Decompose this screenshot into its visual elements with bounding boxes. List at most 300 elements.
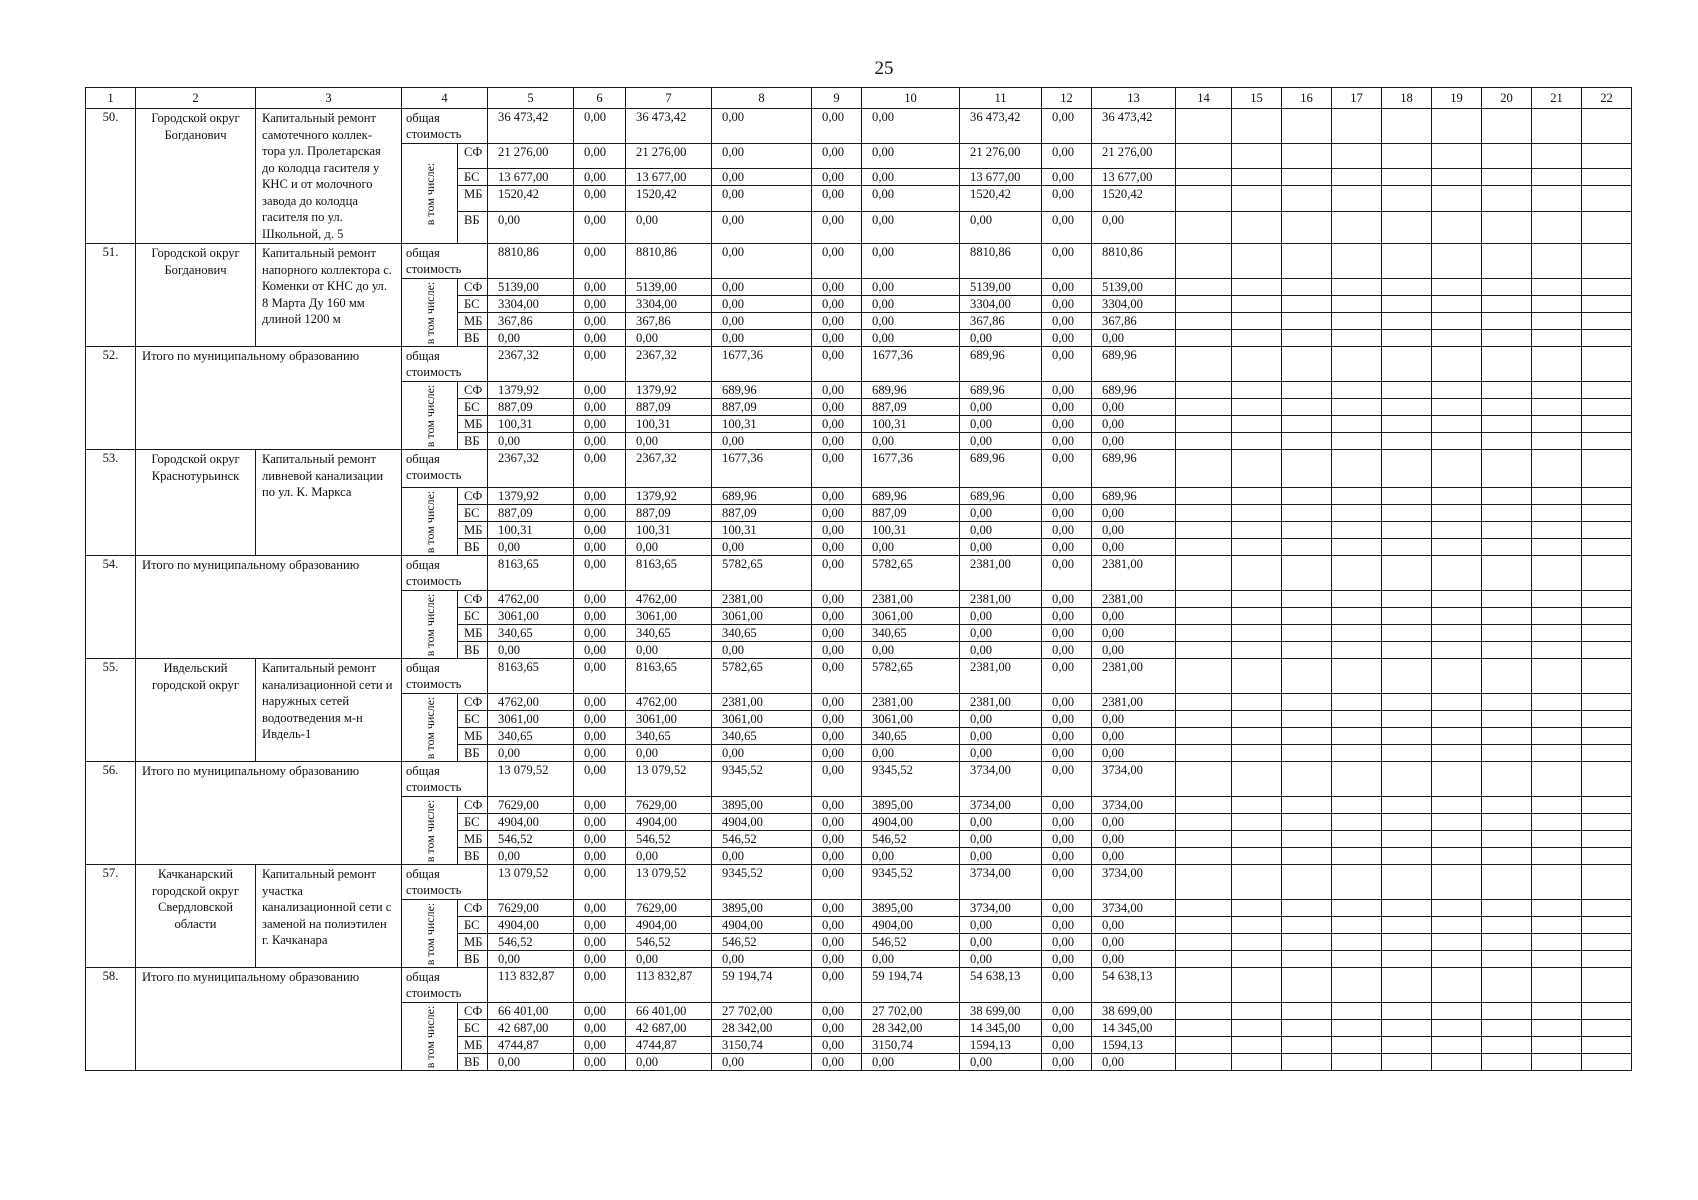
empty-cell <box>1176 313 1232 330</box>
empty-cell <box>1332 865 1382 900</box>
value-cell: 0,00 <box>960 711 1042 728</box>
table-row <box>86 347 1685 382</box>
empty-cell <box>1332 539 1382 556</box>
value-cell: 0,00 <box>862 433 960 450</box>
empty-cell <box>1532 505 1582 522</box>
column-header: 4 <box>402 88 488 109</box>
value-cell: 0,00 <box>574 212 626 244</box>
empty-cell <box>1582 659 1632 694</box>
empty-cell <box>1532 711 1582 728</box>
value-cell: 0,00 <box>812 1054 862 1071</box>
value-cell: 0,00 <box>574 968 626 1003</box>
empty-cell <box>1282 608 1332 625</box>
empty-cell <box>1532 330 1582 347</box>
value-cell: 0,00 <box>812 1020 862 1037</box>
value-cell: 2381,00 <box>712 694 812 711</box>
empty-cell <box>1582 762 1632 797</box>
value-cell: 0,00 <box>1092 917 1176 934</box>
value-cell: 3150,74 <box>862 1037 960 1054</box>
including-label-text: в том числе: <box>422 281 437 344</box>
value-cell: 0,00 <box>1042 144 1092 169</box>
value-cell: 0,00 <box>960 745 1042 762</box>
empty-cell <box>1232 934 1282 951</box>
value-cell: 0,00 <box>1092 608 1176 625</box>
empty-cell <box>1482 522 1532 539</box>
value-cell: 887,09 <box>862 505 960 522</box>
value-cell: 0,00 <box>1042 1003 1092 1020</box>
funding-source-label: ВБ <box>458 212 488 244</box>
empty-cell <box>1176 279 1232 296</box>
value-cell: 0,00 <box>812 625 862 642</box>
empty-cell <box>1432 642 1482 659</box>
value-cell: 0,00 <box>960 831 1042 848</box>
value-cell: 2367,32 <box>626 347 712 382</box>
empty-cell <box>1176 186 1232 212</box>
value-cell: 0,00 <box>1042 556 1092 591</box>
page-number: 25 <box>874 58 894 79</box>
value-cell: 0,00 <box>960 625 1042 642</box>
column-header: 6 <box>574 88 626 109</box>
value-cell: 0,00 <box>574 505 626 522</box>
value-cell: 0,00 <box>960 1054 1042 1071</box>
empty-cell <box>1282 144 1332 169</box>
value-cell: 0,00 <box>1042 186 1092 212</box>
value-cell: 0,00 <box>812 900 862 917</box>
empty-cell <box>1282 797 1332 814</box>
empty-cell <box>1176 968 1232 1003</box>
empty-cell <box>1382 642 1432 659</box>
table-row <box>86 556 1685 591</box>
empty-cell <box>1432 399 1482 416</box>
value-cell: 0,00 <box>862 848 960 865</box>
value-cell: 0,00 <box>1042 522 1092 539</box>
empty-cell <box>1282 848 1332 865</box>
empty-cell <box>1232 1020 1282 1037</box>
value-cell: 0,00 <box>1042 212 1092 244</box>
including-label-text: в том числе: <box>422 593 437 656</box>
table-row <box>86 244 1685 279</box>
value-cell: 2381,00 <box>862 591 960 608</box>
value-cell: 887,09 <box>712 505 812 522</box>
empty-cell <box>1482 416 1532 433</box>
row-number: 51. <box>86 244 136 347</box>
value-cell: 0,00 <box>812 212 862 244</box>
funding-source-label: ВБ <box>458 642 488 659</box>
value-cell: 0,00 <box>1092 814 1176 831</box>
value-cell: 0,00 <box>1092 831 1176 848</box>
empty-cell <box>1482 296 1532 313</box>
value-cell: 0,00 <box>960 642 1042 659</box>
value-cell: 0,00 <box>574 711 626 728</box>
value-cell: 100,31 <box>862 416 960 433</box>
empty-cell <box>1532 917 1582 934</box>
empty-cell <box>1282 313 1332 330</box>
row-number: 54. <box>86 556 136 659</box>
value-cell: 0,00 <box>574 848 626 865</box>
empty-cell <box>1176 539 1232 556</box>
empty-cell <box>1382 831 1432 848</box>
empty-cell <box>1532 591 1582 608</box>
value-cell: 0,00 <box>712 848 812 865</box>
empty-cell <box>1582 144 1632 169</box>
value-cell: 546,52 <box>712 934 812 951</box>
value-cell: 0,00 <box>812 539 862 556</box>
empty-cell <box>1432 539 1482 556</box>
municipality-name: Городской округ Богданович <box>136 244 256 347</box>
value-cell: 0,00 <box>574 659 626 694</box>
empty-cell <box>1532 382 1582 399</box>
empty-cell <box>1582 522 1632 539</box>
value-cell: 0,00 <box>862 279 960 296</box>
value-cell: 5139,00 <box>626 279 712 296</box>
municipality-name: Качканарский городской округ Свердловской области <box>136 865 256 968</box>
value-cell: 1677,36 <box>712 347 812 382</box>
empty-cell <box>1332 968 1382 1003</box>
value-cell: 7629,00 <box>488 900 574 917</box>
value-cell: 0,00 <box>712 279 812 296</box>
empty-cell <box>1432 762 1482 797</box>
value-cell: 21 276,00 <box>488 144 574 169</box>
value-cell: 2381,00 <box>960 659 1042 694</box>
value-cell: 100,31 <box>712 416 812 433</box>
empty-cell <box>1232 642 1282 659</box>
project-description: Капитальный ремонт ливневой канализации по ул. К. Маркса <box>256 450 402 556</box>
value-cell: 0,00 <box>626 642 712 659</box>
empty-cell <box>1282 539 1332 556</box>
empty-cell <box>1582 1037 1632 1054</box>
funding-source-label: БС <box>458 608 488 625</box>
value-cell: 340,65 <box>626 625 712 642</box>
value-cell: 3734,00 <box>960 865 1042 900</box>
empty-cell <box>1532 951 1582 968</box>
empty-cell <box>1482 556 1532 591</box>
general-cost-label: общая стоимость <box>402 968 488 1003</box>
empty-cell <box>1232 900 1282 917</box>
value-cell: 1379,92 <box>626 488 712 505</box>
value-cell: 3304,00 <box>960 296 1042 313</box>
value-cell: 0,00 <box>574 762 626 797</box>
empty-cell <box>1382 934 1432 951</box>
empty-cell <box>1532 347 1582 382</box>
funding-source-label: СФ <box>458 1003 488 1020</box>
empty-cell <box>1176 399 1232 416</box>
empty-cell <box>1282 728 1332 745</box>
empty-cell <box>1532 313 1582 330</box>
empty-cell <box>1432 416 1482 433</box>
funding-source-label: БС <box>458 711 488 728</box>
empty-cell <box>1176 347 1232 382</box>
empty-cell <box>1232 848 1282 865</box>
value-cell: 0,00 <box>626 745 712 762</box>
value-cell: 340,65 <box>626 728 712 745</box>
empty-cell <box>1382 433 1432 450</box>
funding-source-label: БС <box>458 169 488 186</box>
value-cell: 689,96 <box>1092 382 1176 399</box>
value-cell: 546,52 <box>626 934 712 951</box>
empty-cell <box>1482 659 1532 694</box>
value-cell: 0,00 <box>574 1054 626 1071</box>
value-cell: 0,00 <box>960 728 1042 745</box>
table-row <box>86 968 1685 1003</box>
row-number: 50. <box>86 109 136 244</box>
value-cell: 3061,00 <box>712 711 812 728</box>
value-cell: 0,00 <box>812 642 862 659</box>
empty-cell <box>1532 848 1582 865</box>
value-cell: 546,52 <box>862 934 960 951</box>
column-header: 7 <box>626 88 712 109</box>
empty-cell <box>1232 659 1282 694</box>
empty-cell <box>1482 865 1532 900</box>
project-description: Капитальный ремонт напорного коллектора с. Коменки от КНС до ул. 8 Марта Ду 160 мм длиной 1200 м <box>256 244 402 347</box>
value-cell: 0,00 <box>1042 814 1092 831</box>
empty-cell <box>1232 968 1282 1003</box>
empty-cell <box>1332 244 1382 279</box>
empty-cell <box>1582 694 1632 711</box>
value-cell: 0,00 <box>862 186 960 212</box>
value-cell: 0,00 <box>812 1003 862 1020</box>
including-label-text: в том числе: <box>422 490 437 553</box>
empty-cell <box>1332 296 1382 313</box>
value-cell: 0,00 <box>1092 848 1176 865</box>
funding-source-label: СФ <box>458 488 488 505</box>
value-cell: 0,00 <box>812 951 862 968</box>
empty-cell <box>1582 186 1632 212</box>
value-cell: 0,00 <box>574 450 626 488</box>
empty-cell <box>1582 556 1632 591</box>
empty-cell <box>1532 556 1582 591</box>
including-label <box>402 591 458 659</box>
value-cell: 21 276,00 <box>626 144 712 169</box>
empty-cell <box>1332 659 1382 694</box>
empty-cell <box>1232 608 1282 625</box>
value-cell: 4904,00 <box>626 917 712 934</box>
value-cell: 0,00 <box>1092 711 1176 728</box>
empty-cell <box>1532 694 1582 711</box>
empty-cell <box>1432 279 1482 296</box>
value-cell: 340,65 <box>862 728 960 745</box>
value-cell: 367,86 <box>1092 313 1176 330</box>
value-cell: 0,00 <box>574 347 626 382</box>
value-cell: 0,00 <box>862 330 960 347</box>
empty-cell <box>1232 711 1282 728</box>
empty-cell <box>1282 934 1332 951</box>
empty-cell <box>1482 1054 1532 1071</box>
funding-source-label: БС <box>458 917 488 934</box>
empty-cell <box>1282 831 1332 848</box>
value-cell: 0,00 <box>626 330 712 347</box>
empty-cell <box>1176 728 1232 745</box>
empty-cell <box>1582 848 1632 865</box>
value-cell: 0,00 <box>1042 762 1092 797</box>
empty-cell <box>1432 169 1482 186</box>
empty-cell <box>1282 212 1332 244</box>
value-cell: 0,00 <box>1092 330 1176 347</box>
value-cell: 0,00 <box>960 522 1042 539</box>
budget-table-container <box>85 87 1665 1071</box>
value-cell: 0,00 <box>1042 917 1092 934</box>
empty-cell <box>1432 608 1482 625</box>
empty-cell <box>1382 399 1432 416</box>
project-description: Капитальный ремонт участка канализационной сети с заменой на полиэтилен г. Качканара <box>256 865 402 968</box>
value-cell: 0,00 <box>574 934 626 951</box>
value-cell: 3734,00 <box>1092 762 1176 797</box>
value-cell: 5782,65 <box>712 659 812 694</box>
empty-cell <box>1176 814 1232 831</box>
including-label-text: в том числе: <box>422 384 437 447</box>
value-cell: 8810,86 <box>1092 244 1176 279</box>
empty-cell <box>1432 522 1482 539</box>
value-cell: 0,00 <box>712 642 812 659</box>
value-cell: 340,65 <box>488 728 574 745</box>
row-number: 58. <box>86 968 136 1071</box>
empty-cell <box>1482 279 1532 296</box>
funding-source-label: МБ <box>458 186 488 212</box>
value-cell: 0,00 <box>712 109 812 144</box>
value-cell: 689,96 <box>960 347 1042 382</box>
value-cell: 0,00 <box>712 186 812 212</box>
empty-cell <box>1582 539 1632 556</box>
value-cell: 66 401,00 <box>626 1003 712 1020</box>
value-cell: 14 345,00 <box>960 1020 1042 1037</box>
value-cell: 367,86 <box>488 313 574 330</box>
value-cell: 3061,00 <box>862 711 960 728</box>
empty-cell <box>1432 109 1482 144</box>
empty-cell <box>1482 539 1532 556</box>
empty-cell <box>1332 450 1382 488</box>
table-row <box>86 109 1685 144</box>
empty-cell <box>1332 900 1382 917</box>
value-cell: 0,00 <box>1042 488 1092 505</box>
empty-cell <box>1282 347 1332 382</box>
empty-cell <box>1332 399 1382 416</box>
empty-cell <box>1432 831 1482 848</box>
value-cell: 0,00 <box>1092 212 1176 244</box>
value-cell: 0,00 <box>574 608 626 625</box>
empty-cell <box>1382 539 1432 556</box>
value-cell: 3895,00 <box>862 797 960 814</box>
value-cell: 0,00 <box>960 848 1042 865</box>
empty-cell <box>1582 450 1632 488</box>
empty-cell <box>1282 399 1332 416</box>
empty-cell <box>1432 591 1482 608</box>
empty-cell <box>1232 488 1282 505</box>
value-cell: 0,00 <box>488 212 574 244</box>
empty-cell <box>1482 951 1532 968</box>
empty-cell <box>1176 522 1232 539</box>
empty-cell <box>1582 917 1632 934</box>
value-cell: 0,00 <box>574 797 626 814</box>
value-cell: 0,00 <box>1042 694 1092 711</box>
value-cell: 100,31 <box>626 416 712 433</box>
total-label: Итого по муниципальному образованию <box>136 762 402 865</box>
empty-cell <box>1232 831 1282 848</box>
value-cell: 887,09 <box>712 399 812 416</box>
empty-cell <box>1582 831 1632 848</box>
empty-cell <box>1282 900 1332 917</box>
value-cell: 0,00 <box>1042 296 1092 313</box>
including-label-text: в том числе: <box>422 696 437 759</box>
header-row <box>86 88 1685 109</box>
empty-cell <box>1582 212 1632 244</box>
empty-cell <box>1432 382 1482 399</box>
empty-cell <box>1332 848 1382 865</box>
empty-cell <box>1382 728 1432 745</box>
empty-cell <box>1432 296 1482 313</box>
total-label: Итого по муниципальному образованию <box>136 556 402 659</box>
value-cell: 0,00 <box>960 539 1042 556</box>
empty-cell <box>1176 900 1232 917</box>
empty-cell <box>1332 169 1382 186</box>
value-cell: 0,00 <box>1042 399 1092 416</box>
row-number: 57. <box>86 865 136 968</box>
value-cell: 0,00 <box>574 1037 626 1054</box>
value-cell: 0,00 <box>812 450 862 488</box>
row-number: 56. <box>86 762 136 865</box>
funding-source-label: СФ <box>458 382 488 399</box>
value-cell: 2381,00 <box>1092 694 1176 711</box>
empty-cell <box>1482 330 1532 347</box>
empty-cell <box>1232 347 1282 382</box>
value-cell: 0,00 <box>1042 244 1092 279</box>
funding-source-label: СФ <box>458 279 488 296</box>
value-cell: 59 194,74 <box>862 968 960 1003</box>
empty-cell <box>1382 848 1432 865</box>
empty-cell <box>1332 330 1382 347</box>
value-cell: 0,00 <box>488 1054 574 1071</box>
value-cell: 0,00 <box>960 212 1042 244</box>
empty-cell <box>1532 865 1582 900</box>
empty-cell <box>1332 1003 1382 1020</box>
funding-source-label: БС <box>458 505 488 522</box>
empty-cell <box>1232 625 1282 642</box>
empty-cell <box>1382 296 1432 313</box>
empty-cell <box>1232 814 1282 831</box>
including-label <box>402 900 458 968</box>
empty-cell <box>1582 814 1632 831</box>
value-cell: 689,96 <box>712 382 812 399</box>
empty-cell <box>1176 169 1232 186</box>
general-cost-label: общая стоимость <box>402 865 488 900</box>
value-cell: 0,00 <box>1092 934 1176 951</box>
value-cell: 0,00 <box>1042 711 1092 728</box>
empty-cell <box>1382 279 1432 296</box>
value-cell: 0,00 <box>812 968 862 1003</box>
value-cell: 0,00 <box>574 399 626 416</box>
value-cell: 2367,32 <box>488 347 574 382</box>
value-cell: 0,00 <box>574 433 626 450</box>
empty-cell <box>1332 144 1382 169</box>
value-cell: 0,00 <box>812 330 862 347</box>
value-cell: 4904,00 <box>488 814 574 831</box>
value-cell: 340,65 <box>488 625 574 642</box>
empty-cell <box>1432 505 1482 522</box>
empty-cell <box>1432 865 1482 900</box>
value-cell: 36 473,42 <box>960 109 1042 144</box>
empty-cell <box>1332 347 1382 382</box>
funding-source-label: МБ <box>458 625 488 642</box>
empty-cell <box>1382 865 1432 900</box>
empty-cell <box>1332 433 1382 450</box>
value-cell: 367,86 <box>626 313 712 330</box>
value-cell: 4904,00 <box>488 917 574 934</box>
empty-cell <box>1582 244 1632 279</box>
empty-cell <box>1232 797 1282 814</box>
value-cell: 36 473,42 <box>626 109 712 144</box>
empty-cell <box>1282 745 1332 762</box>
empty-cell <box>1282 968 1332 1003</box>
value-cell: 1520,42 <box>1092 186 1176 212</box>
empty-cell <box>1382 1037 1432 1054</box>
